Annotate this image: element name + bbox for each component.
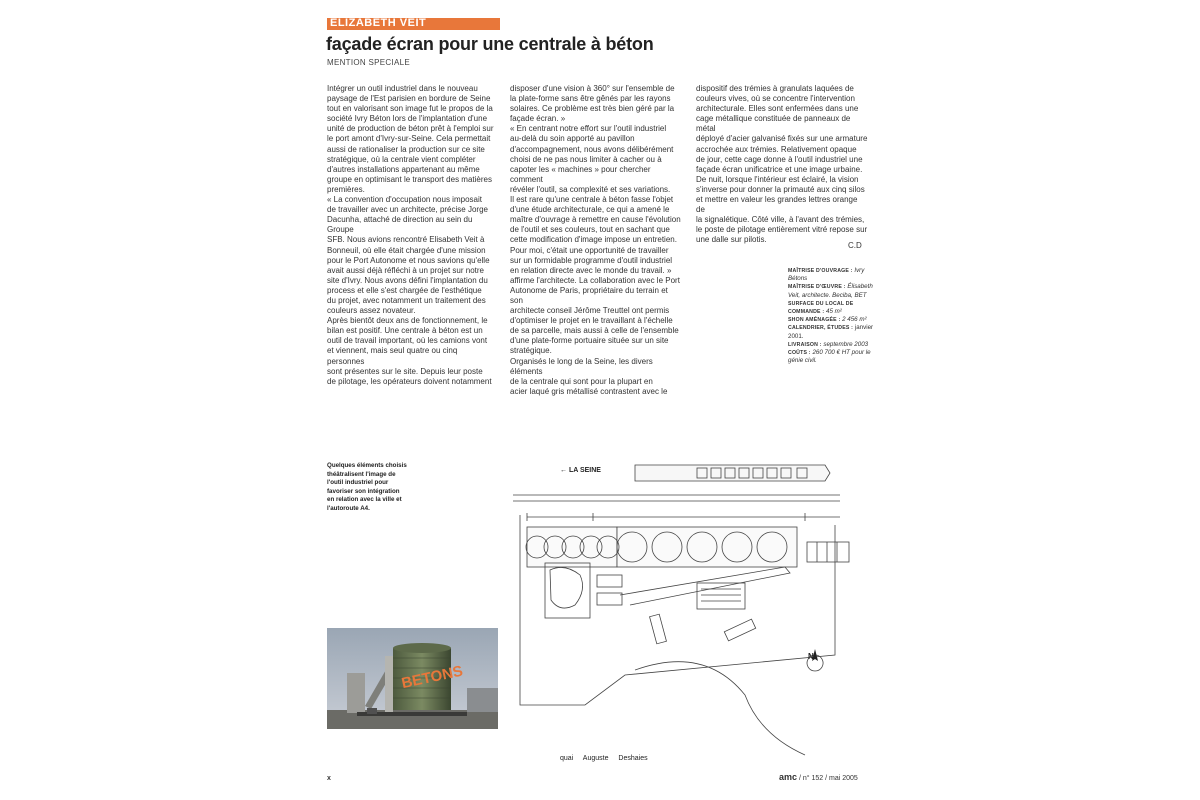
author-banner	[327, 18, 500, 30]
credit-row	[788, 324, 880, 340]
author-name: ELIZABETH VEIT	[330, 17, 427, 29]
text-column-1	[327, 84, 495, 387]
site-plan	[505, 455, 850, 765]
column-3-text: dispositif des trémies à granulats laquées de couleurs vives, où se concentre l'intervention architecturale. Elles sont enfermées dans une cage métallique constituée de panneaux de métal déployé d'acier galvanisé fixés sur une armature accrochée aux trémies. Relativement opaque de jour, cette cage donne à l'outil industriel une façade écran unificatrice et une image urbaine. De nuit, lorsque l'intérieur est éclairé, la vision s'inverse pour donner la primauté aux cinq silos et mettre en valeur les grandes lettres orange de la signalétique. Côté ville, à l'avant des trémies, le poste de pilotage entièrement vitré repose sur une dalle sur pilotis.	[696, 84, 868, 245]
credit-row	[788, 300, 880, 316]
credit-key: COÛTS :	[788, 350, 811, 357]
credit-key: MAÎTRISE D'OUVRAGE :	[788, 268, 853, 274]
article-title: façade écran pour une centrale à béton	[326, 34, 654, 54]
credit-value: Ivry Bétons	[788, 267, 865, 283]
column-1-text: Intégrer un outil industriel dans le nouveau paysage de l'Est parisien en bordure de Seine tout en valorisant son image fut le propos de la société Ivry Béton lors de l'implantation d'une unité de production de béton prêt à l'emploi sur le port amont d'Ivry-sur-Seine. Cela permettait aussi de rationaliser la production sur ce site stratégique, où la centrale vient compléter d'autres installations appartenant au même groupe en optimisant le transport des matières premières. « La convention d'occupation nous imposait de travailler avec un architecte, précise Jorge Dacunha, attaché de direction au sein du Groupe SFB. Nous avions rencontré Elisabeth Veit à Bonneuil, où elle était chargée d'une mission pour le Port Autonome et nous savions qu'elle avait aussi déjà réfléchi à un projet sur notre site d'Ivry. Nous avons défini l'implantation du process et elle s'est chargée de l'esthétique du projet, avec notamment un traitement des couleurs assez novateur. Après bientôt deux ans de fonctionnement, le bilan est positif. Une centrale à béton est un outil de travail important, où les camions vont et viennent, mais seul quatre ou cinq personnes sont présentes sur le site. Depuis leur poste de pilotage, les opérateurs doivent notamment	[327, 84, 494, 386]
issue-footer	[779, 772, 858, 782]
project-credits	[788, 267, 880, 365]
credit-key: SHON AMÉNAGÉE :	[788, 317, 841, 324]
credit-value: septembre 2003	[823, 340, 869, 348]
credit-row	[788, 341, 880, 349]
credit-row	[788, 283, 880, 299]
figure-caption: Quelques éléments choisis théâtralisent l'image de l'outil industriel pour favoriser son intégration en relation avec la ville et l'autoroute A4.	[327, 462, 407, 512]
credit-value: Élisabeth Veit, architecte. Beciba, BET	[788, 283, 873, 299]
magazine-brand: amc	[779, 772, 798, 782]
site-plan-drawing	[505, 455, 850, 765]
page-marker: x	[327, 775, 331, 782]
credit-key: SURFACE DU LOCAL DE COMMANDE :	[788, 300, 854, 316]
credit-key: CALENDRIER, ÉTUDES :	[788, 325, 854, 332]
river-label: ← LA SEINE	[560, 467, 601, 474]
credit-value: 2 456 m²	[842, 316, 867, 324]
north-label: N	[808, 652, 814, 661]
text-column-2	[510, 84, 682, 397]
column-2-text: disposer d'une vision à 360° sur l'ensemble de la plate-forme sans être gênés par les rayons solaires. Ce problème est très bien géré par la façade écran. » « En centrant notre effort sur l'outil industriel au-delà du soin apporté au pavillon d'accompagnement, nous avons délibérément choisi de ne pas nous limiter à cacher ou à capoter les « machines » pour chercher comment révéler l'outil, sa complexité et ses variations. Il est rare qu'une centrale à béton fasse l'objet d'une étude architecturale, ce qui a amené le maître d'ouvrage à remettre en cause l'évolution de l'outil et ses couleurs, tout en sachant que cette modification d'image impose un entretien. Pour moi, c'était une opportunité de travailler sur un formidable programme d'outil industriel en relation directe avec le monde du travail. » affirme l'architecte. La collaboration avec le Port Autonome de Paris, propriétaire du terrain et son architecte conseil Jérôme Treuttel ont permis d'optimiser le projet en le travaillant à l'échelle de sa parcelle, mais aussi à celle de l'ensemble d'une plate-forme portuaire située sur un site stratégique. Organisés le long de la Seine, les divers éléments de la centrale qui sont pour la plupart en acier laqué gris métallisé contrastent avec le	[510, 84, 681, 396]
credit-row	[788, 349, 880, 365]
road-label: quai Auguste Deshaies	[560, 755, 648, 762]
plant-photo	[327, 628, 498, 729]
credit-value: 260 700 € HT pour le génie civil.	[788, 349, 871, 365]
article-subtitle: MENTION SPECIALE	[327, 58, 411, 67]
credit-value: 45 m²	[826, 308, 842, 316]
credit-value: janvier 2001.	[788, 324, 874, 340]
credit-key: MAÎTRISE D'ŒUVRE :	[788, 284, 846, 291]
photo-sign-text: BETONS	[400, 662, 465, 693]
author-initials: C.D	[848, 241, 862, 250]
text-column-3	[696, 84, 868, 246]
issue-info: / n° 152 / mai 2005	[797, 775, 858, 782]
credit-key: LIVRAISON :	[788, 341, 822, 348]
credit-row	[788, 267, 880, 283]
